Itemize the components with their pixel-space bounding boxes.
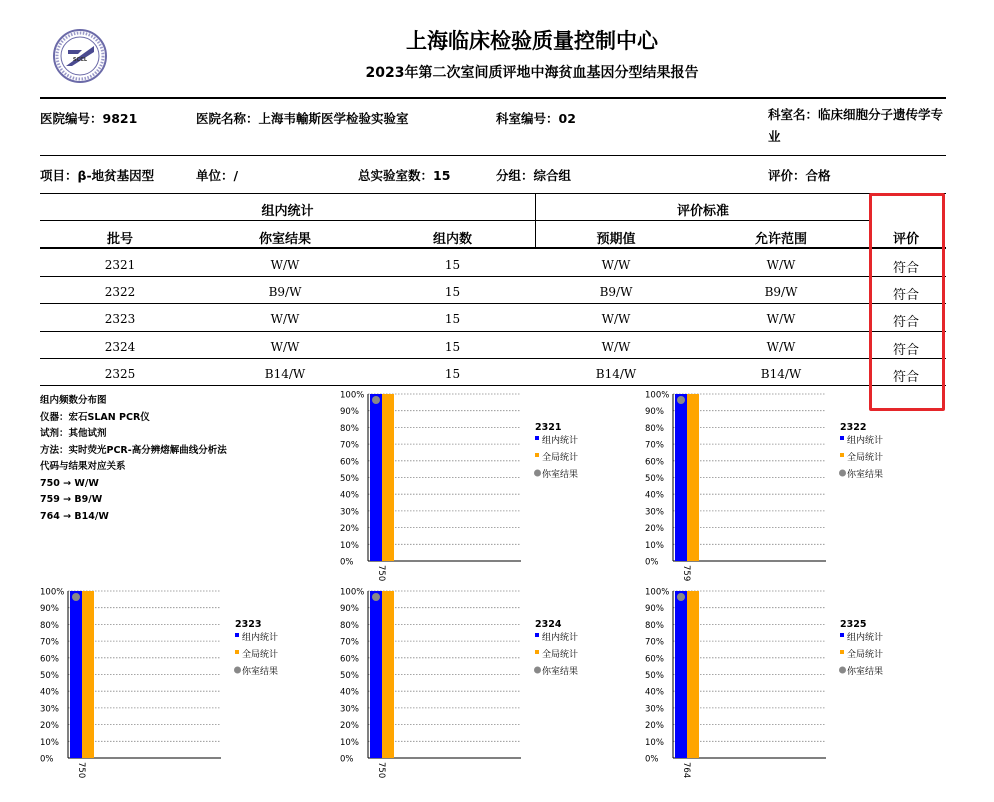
col-header-your-result: 你室结果 (258, 232, 311, 247)
y-tick-label: 20% (645, 721, 664, 732)
distribution-chart-svg (36, 585, 296, 785)
report-org-title: 上海临床检验质量控制中心 (406, 29, 658, 53)
y-tick-label: 30% (40, 704, 59, 715)
y-tick-label: 60% (340, 457, 359, 468)
info-divider (40, 155, 946, 156)
legend-label-group: 组内统计 (542, 436, 579, 446)
row-divider (40, 385, 946, 386)
y-tick-label: 10% (340, 540, 359, 551)
chart-2322 (641, 388, 901, 592)
y-tick-label: 80% (340, 423, 359, 434)
bar-global-stat (82, 591, 94, 758)
y-tick-label: 70% (40, 637, 59, 648)
table-cell-evaluation: 符合 (892, 261, 919, 276)
table-cell-your-result: W/W (270, 258, 300, 272)
table-cell-expected: W/W (601, 340, 631, 354)
bar-group-stat (370, 591, 382, 758)
col-header-expected: 预期值 (596, 232, 636, 247)
group: 分组：综合组 (496, 168, 572, 183)
y-tick-label: 100% (645, 587, 670, 598)
y-tick-label: 100% (40, 587, 65, 598)
x-category-label: 750 (376, 762, 386, 779)
distribution-chart-svg (641, 388, 901, 588)
legend-label-group: 组内统计 (847, 633, 884, 643)
method-line-reagent: 试剂：其他试剂 (40, 428, 107, 439)
legend-label-your-result: 你室结果 (542, 470, 579, 480)
y-tick-label: 70% (645, 440, 664, 451)
table-cell-group-count: 15 (444, 258, 461, 272)
table-cell-evaluation: 符合 (892, 343, 919, 358)
y-tick-label: 90% (645, 407, 664, 418)
y-tick-label: 0% (645, 557, 659, 568)
legend-marker-your-result (839, 470, 846, 477)
method-info (40, 393, 227, 525)
chart-2325 (641, 585, 901, 789)
table-cell-your-result: B14/W (264, 367, 306, 381)
table-cell-group-count: 15 (444, 367, 461, 381)
y-tick-label: 30% (340, 704, 359, 715)
chart-2324 (336, 585, 596, 789)
your-result-marker (372, 593, 380, 601)
bar-global-stat (382, 591, 394, 758)
legend-label-your-result: 你室结果 (847, 470, 884, 480)
group-header-criteria: 评价标准 (676, 204, 729, 219)
table-group-header-line (40, 220, 870, 221)
table-cell-allowed: W/W (766, 340, 796, 354)
method-line-code-759: 759 → B9/W (40, 494, 103, 505)
bar-group-stat (675, 394, 687, 561)
row-divider (40, 303, 946, 304)
group-header-internal: 组内统计 (261, 204, 314, 219)
y-tick-label: 10% (40, 737, 59, 748)
bar-group-stat (370, 394, 382, 561)
y-tick-label: 30% (645, 704, 664, 715)
table-cell-your-result: B9/W (268, 285, 302, 299)
header-divider (40, 97, 946, 99)
legend-swatch-global (535, 453, 539, 457)
unit: 单位：/ (196, 168, 239, 183)
table-cell-batch: 2322 (104, 285, 136, 299)
legend-swatch-group (235, 633, 239, 637)
col-header-evaluation: 评价 (892, 232, 919, 247)
legend-label-global: 全局统计 (847, 650, 884, 660)
table-cell-group-count: 15 (444, 285, 461, 299)
legend-label-global: 全局统计 (242, 650, 279, 660)
chart-title: 2321 (535, 422, 562, 433)
y-tick-label: 20% (340, 524, 359, 535)
y-tick-label: 90% (340, 604, 359, 615)
y-tick-label: 70% (340, 637, 359, 648)
legend-swatch-group (535, 436, 539, 440)
bar-group-stat (70, 591, 82, 758)
table-cell-allowed: W/W (766, 258, 796, 272)
legend-swatch-group (535, 633, 539, 637)
table-cell-batch: 2325 (104, 367, 136, 381)
evaluation-highlight-box (869, 193, 945, 411)
method-line-instrument: 仪器：宏石SLAN PCR仪 (40, 411, 150, 423)
legend-swatch-group (840, 633, 844, 637)
y-tick-label: 40% (340, 490, 359, 501)
hospital-id: 医院编号：9821 (40, 111, 138, 126)
table-cell-group-count: 15 (444, 340, 461, 354)
table-cell-batch: 2321 (104, 258, 136, 272)
y-tick-label: 60% (645, 654, 664, 665)
chart-title: 2323 (235, 619, 262, 630)
logo-text: SCCL (72, 57, 88, 63)
y-tick-label: 90% (645, 604, 664, 615)
your-result-marker (677, 593, 685, 601)
y-tick-label: 100% (340, 587, 365, 598)
table-cell-allowed: W/W (766, 312, 796, 326)
dept-id: 科室编号：02 (496, 111, 576, 126)
y-tick-label: 0% (340, 754, 354, 765)
y-tick-label: 40% (340, 687, 359, 698)
chart-2321 (336, 388, 596, 592)
table-cell-evaluation: 符合 (892, 370, 919, 385)
distribution-chart-svg (641, 585, 901, 785)
y-tick-label: 50% (40, 671, 59, 681)
method-line-code-750: 750 → W/W (40, 477, 99, 489)
legend-label-group: 组内统计 (242, 633, 279, 643)
table-cell-batch: 2324 (104, 340, 136, 354)
table-cell-your-result: W/W (270, 340, 300, 354)
chart-2323 (36, 585, 296, 789)
method-line-method: 方法：实时荧光PCR-高分辨熔解曲线分析法 (40, 444, 227, 456)
y-tick-label: 20% (645, 524, 664, 535)
bar-global-stat (687, 394, 699, 561)
y-tick-label: 10% (645, 737, 664, 748)
distribution-chart-svg (336, 585, 596, 785)
legend-marker-your-result (839, 667, 846, 674)
table-header-bottom (40, 247, 946, 249)
table-cell-expected: B9/W (599, 285, 633, 299)
legend-swatch-global (535, 650, 539, 654)
legend-label-global: 全局统计 (542, 650, 579, 660)
y-tick-label: 30% (645, 507, 664, 518)
y-tick-label: 100% (645, 390, 670, 401)
y-tick-label: 60% (40, 654, 59, 665)
y-tick-label: 20% (340, 721, 359, 732)
table-cell-expected: W/W (601, 258, 631, 272)
y-tick-label: 100% (340, 390, 365, 401)
y-tick-label: 0% (645, 754, 659, 765)
x-category-label: 750 (76, 762, 86, 779)
y-tick-label: 60% (340, 654, 359, 665)
bar-group-stat (675, 591, 687, 758)
y-tick-label: 80% (340, 620, 359, 631)
bar-global-stat (382, 394, 394, 561)
legend-label-global: 全局统计 (847, 453, 884, 463)
bar-global-stat (687, 591, 699, 758)
hospital-name: 医院名称：上海韦輸斯医学检验实验室 (196, 111, 409, 126)
legend-label-your-result: 你室结果 (542, 667, 579, 677)
table-cell-expected: B14/W (595, 367, 637, 381)
y-tick-label: 10% (340, 737, 359, 748)
your-result-marker (677, 396, 685, 404)
legend-label-group: 组内统计 (847, 436, 884, 446)
table-cell-expected: W/W (601, 312, 631, 326)
y-tick-label: 10% (645, 540, 664, 551)
y-tick-label: 80% (645, 423, 664, 434)
y-tick-label: 80% (645, 620, 664, 631)
y-tick-label: 70% (340, 440, 359, 451)
x-category-label: 764 (681, 762, 691, 779)
col-header-group-count: 组内数 (432, 232, 472, 247)
distribution-chart-svg (336, 388, 596, 588)
y-tick-label: 50% (645, 671, 664, 681)
legend-marker-your-result (234, 667, 241, 674)
method-line-code-header: 代码与结果对应关系 (40, 461, 126, 472)
legend-label-group: 组内统计 (542, 633, 579, 643)
table-cell-batch: 2323 (104, 312, 136, 326)
y-tick-label: 30% (340, 507, 359, 518)
y-tick-label: 90% (340, 407, 359, 418)
dept-name: 科室名：临床细胞分子遗传学专业 (768, 107, 944, 144)
y-tick-label: 0% (40, 754, 54, 765)
table-cell-evaluation: 符合 (892, 315, 919, 330)
y-tick-label: 90% (40, 604, 59, 615)
y-tick-label: 50% (340, 671, 359, 681)
y-tick-label: 50% (340, 474, 359, 484)
y-tick-label: 60% (645, 457, 664, 468)
row-divider (40, 358, 946, 359)
chart-title: 2324 (535, 619, 562, 630)
table-top-border (40, 193, 946, 194)
y-tick-label: 0% (340, 557, 354, 568)
chart-title: 2322 (840, 422, 867, 433)
y-tick-label: 40% (40, 687, 59, 698)
report-subtitle: 2023年第二次室间质评地中海贫血基因分型结果报告 (365, 65, 699, 81)
project: 项目：β-地贫基因型 (40, 168, 155, 183)
legend-label-your-result: 你室结果 (242, 667, 279, 677)
table-cell-your-result: W/W (270, 312, 300, 326)
y-tick-label: 80% (40, 620, 59, 631)
legend-label-your-result: 你室结果 (847, 667, 884, 677)
x-category-label: 759 (681, 565, 691, 582)
y-tick-label: 40% (645, 687, 664, 698)
y-tick-label: 20% (40, 721, 59, 732)
total-labs: 总实验室数：15 (358, 168, 451, 183)
x-category-label: 750 (376, 565, 386, 582)
col-header-batch: 批号 (106, 232, 133, 247)
method-line-code-764: 764 → B14/W (40, 510, 109, 522)
legend-swatch-group (840, 436, 844, 440)
legend-swatch-global (235, 650, 239, 654)
col-header-allowed-range: 允许范围 (754, 232, 807, 247)
row-divider (40, 276, 946, 277)
legend-marker-your-result (534, 470, 541, 477)
legend-label-global: 全局统计 (542, 453, 579, 463)
table-cell-evaluation: 符合 (892, 288, 919, 303)
table-cell-allowed: B9/W (764, 285, 798, 299)
y-tick-label: 70% (645, 637, 664, 648)
table-cell-allowed: B14/W (760, 367, 802, 381)
your-result-marker (372, 396, 380, 404)
method-line-title: 组内频数分布图 (40, 395, 107, 406)
y-tick-label: 40% (645, 490, 664, 501)
legend-swatch-global (840, 453, 844, 457)
your-result-marker (72, 593, 80, 601)
table-cell-group-count: 15 (444, 312, 461, 326)
legend-swatch-global (840, 650, 844, 654)
legend-marker-your-result (534, 667, 541, 674)
evaluation-result: 评价：合格 (768, 168, 831, 183)
y-tick-label: 50% (645, 474, 664, 484)
row-divider (40, 331, 946, 332)
chart-title: 2325 (840, 619, 867, 630)
